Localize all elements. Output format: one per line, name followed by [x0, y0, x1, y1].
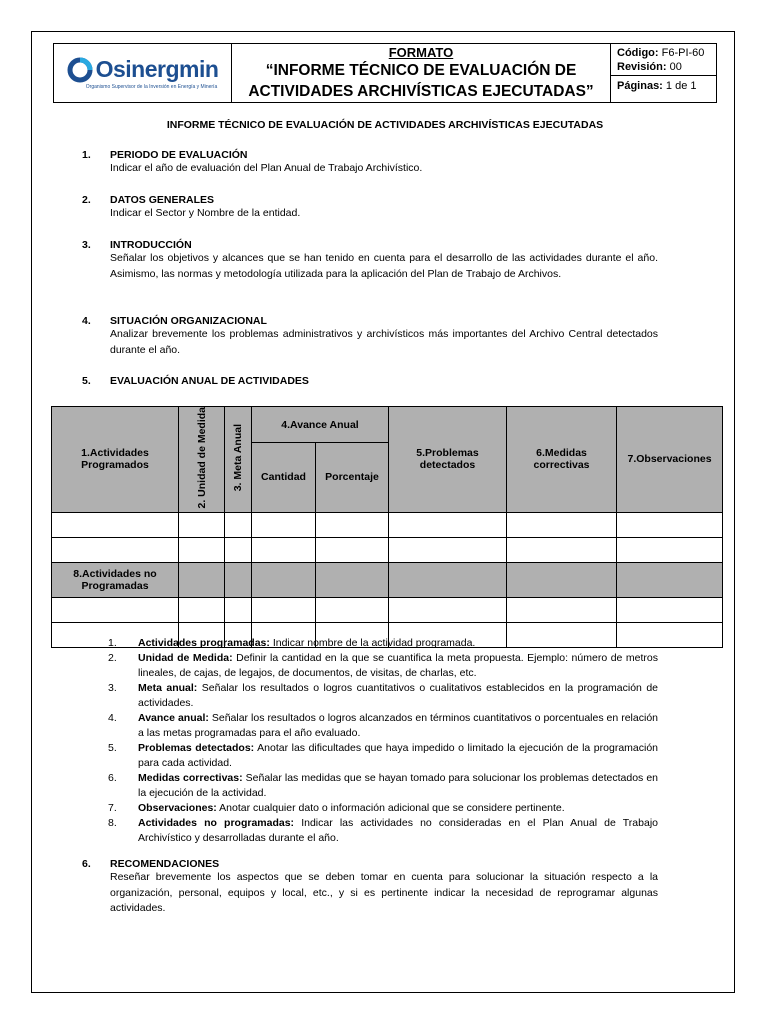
title-line-1: “INFORME TÉCNICO DE EVALUACIÓN DE	[265, 61, 577, 79]
section-5	[82, 375, 658, 387]
pages-value: 1 de 1	[665, 80, 697, 92]
code-value: F6-PI-60	[661, 47, 705, 59]
section-number: 5.	[82, 375, 91, 387]
row-header-unplanned: 8.Actividades no Programadas	[52, 562, 179, 597]
section-3	[82, 239, 658, 282]
list-item: 5. Problemas detectados: Anotar las dificultades que haya impedido o limitado la ejecución de la programación para cada actividad.	[108, 742, 659, 769]
section-body: Analizar brevemente los problemas administrativos y archivísticos más importantes del Archivo Central detectados durante el año.	[110, 328, 658, 356]
col-header-quantity: Cantidad	[252, 443, 316, 512]
pages-label: Páginas:	[617, 80, 663, 92]
list-item: 3. Meta anual: Señalar los resultados o logros cuantitativos o cualitativos establecidos en la programación de actividades.	[108, 682, 659, 709]
section-1	[82, 149, 658, 177]
col-header-annual-goal: 3. Meta Anual	[225, 407, 252, 513]
list-item: 7. Observaciones: Anotar cualquier dato o información adicional que se considere pertinente.	[108, 802, 565, 814]
notes-list	[108, 636, 658, 846]
section-number: 6.	[82, 858, 91, 870]
format-label: FORMATO	[388, 44, 454, 60]
col-header-unit: 2. Unidad de Medida	[179, 407, 225, 513]
code-label: Código:	[617, 47, 659, 59]
section-body: Señalar los objetivos y alcances que se han tenido en cuenta para el desarrollo de las actividades durante el año. Asimismo, las normas y metodología utilizada para la aplicación del Plan de Trabajo de Archivos.	[110, 252, 658, 280]
section-number: 2.	[82, 194, 91, 206]
osinergmin-logo-icon	[67, 57, 93, 83]
list-item: 6. Medidas correctivas: Señalar las medidas que se hayan tomado para solucionar los problemas detectados en la ejecución de la actividad.	[108, 772, 659, 799]
logo-tagline: Organismo Supervisor de la Inversión en Energía y Minería	[85, 84, 218, 90]
header-meta	[611, 44, 716, 102]
section-title: INTRODUCCIÓN	[110, 239, 192, 251]
header-title	[232, 44, 611, 102]
col-header-measures: 6.Medidas correctivas	[507, 407, 617, 513]
activities-table	[51, 406, 723, 648]
section-4	[82, 315, 658, 358]
section-title: PERIODO DE EVALUACIÓN	[110, 149, 248, 161]
col-header-activities: 1.Actividades Programados	[52, 407, 179, 513]
section-body: Indicar el Sector y Nombre de la entidad.	[110, 207, 301, 219]
title-line-2: ACTIVIDADES ARCHIVÍSTICAS EJECUTADAS”	[248, 82, 594, 100]
col-header-problems: 5.Problemas detectados	[389, 407, 507, 513]
document-header	[53, 43, 717, 103]
section-number: 1.	[82, 149, 91, 161]
section-number: 3.	[82, 239, 91, 251]
doc-title: INFORME TÉCNICO DE EVALUACIÓN DE ACTIVIDADES ARCHIVÍSTICAS EJECUTADAS	[166, 119, 604, 131]
col-header-observations: 7.Observaciones	[617, 407, 723, 513]
col-header-annual-progress: 4.Avance Anual	[252, 407, 389, 443]
section-6	[82, 858, 658, 917]
section-2	[82, 194, 658, 222]
list-item: 1. Actividades programadas: Indicar nombre de la actividad programada.	[108, 637, 476, 649]
revision-label: Revisión:	[617, 61, 667, 73]
section-body: Indicar el año de evaluación del Plan Anual de Trabajo Archivístico.	[110, 162, 423, 174]
table-row	[52, 512, 723, 537]
list-item: 2. Unidad de Medida: Definir la cantidad en la que se cuantifica la meta propuesta. Ejemplo: número de metros lineales, de cajas, de legajos, de documentos, de visitas, de charlas, etc.	[108, 652, 658, 679]
table-row-unplanned-header	[52, 562, 723, 597]
section-body: Reseñar brevemente los aspectos que se deben tomar en cuenta para solucionar la situación respecto a la organización, personal, equipos y local, etc., y si es pertinente indicar la necesidad de reprogramar algunas actividades.	[110, 871, 658, 914]
section-title: SITUACIÓN ORGANIZACIONAL	[110, 315, 267, 327]
section-title: DATOS GENERALES	[110, 194, 215, 206]
section-number: 4.	[82, 315, 91, 327]
section-title: RECOMENDACIONES	[110, 858, 220, 870]
logo-name: Osinergmin	[95, 56, 219, 82]
table-row	[52, 597, 723, 622]
list-item: 8. Actividades no programadas: Indicar las actividades no consideradas en el Plan Anual de Trabajo Archivístico y desarrolladas durante el año.	[108, 817, 658, 844]
table-row	[52, 537, 723, 562]
section-title: EVALUACIÓN ANUAL DE ACTIVIDADES	[110, 375, 309, 387]
col-header-percentage: Porcentaje	[316, 443, 389, 512]
revision-value: 00	[669, 61, 682, 73]
logo	[54, 44, 232, 102]
list-item: 4. Avance anual: Señalar los resultados o logros alcanzados en términos cuantitativos o porcentuales en relación a las metas programadas para el año evaluado.	[108, 712, 658, 739]
